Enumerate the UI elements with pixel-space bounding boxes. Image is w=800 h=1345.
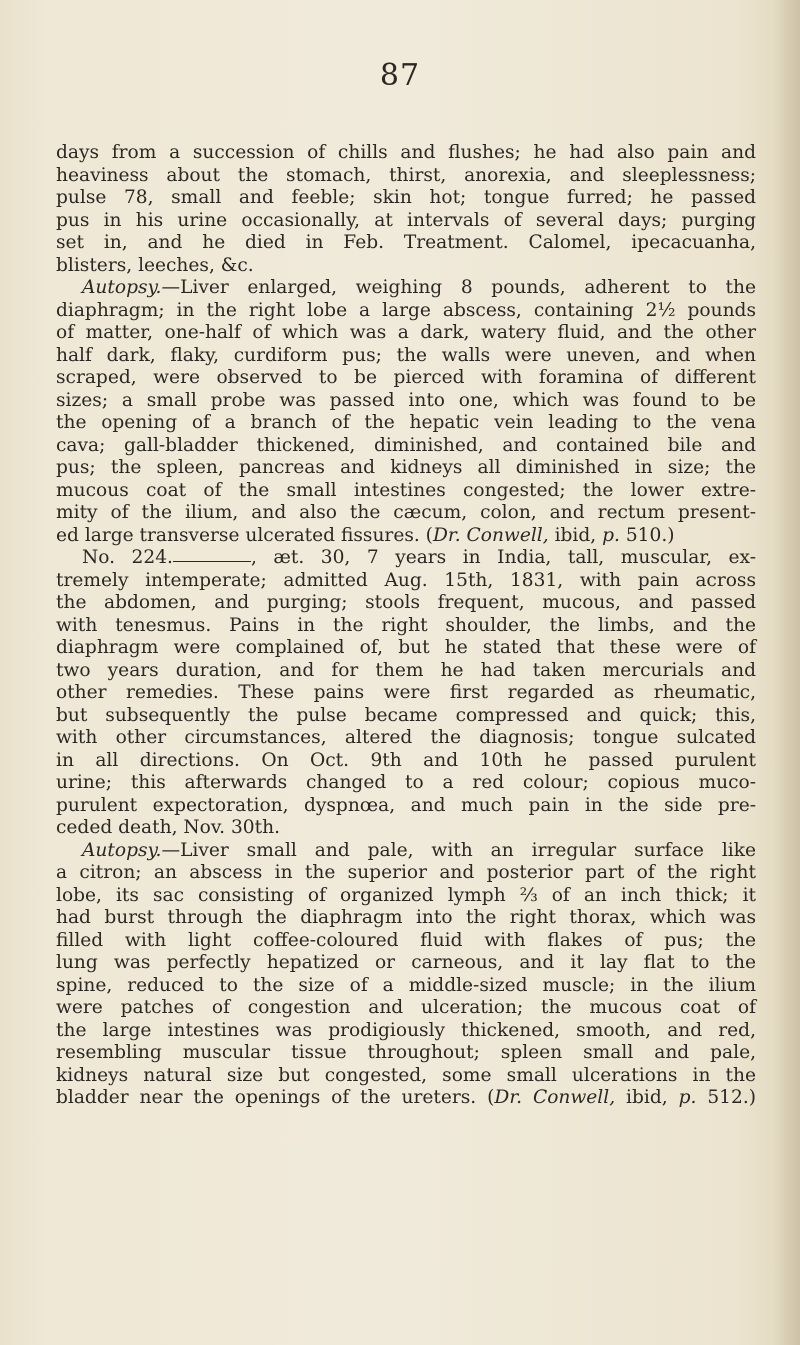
text-line: diaphragm; in the right lobe a large abscess, containing 2½ pounds [56,299,756,321]
autopsy-heading: Autopsy. [82,839,162,861]
text-line: spine, reduced to the size of a middle-sized muscle; in the ilium [56,974,756,996]
paragraph-case-224 [56,547,756,840]
paragraph-autopsy-1 [56,277,756,547]
text-line: pus; the spleen, pancreas and kidneys all diminished in size; the [56,457,756,478]
page-edge-shadow [772,0,800,1345]
text-line: half dark, flaky, curdiform pus; the walls were uneven, and when [56,344,756,366]
text-line: purulent expectoration, dyspnœa, and much pain in the side pre- [56,794,756,816]
text-line: lung was perfectly hepatized or carneous, and it lay flat to the [56,952,756,973]
text-line: tremely intemperate; admitted Aug. 15th, 1831, with pain across [56,569,756,591]
text-line: kidneys natural size but congested, some small ulcerations in the [56,1064,756,1086]
text-line: ed large transverse ulcerated fissures. (Dr. Conwell, ibid, p. 510.) [56,524,675,546]
text-line: had burst through the diaphragm into the right thorax, which was [56,907,756,928]
text-line: Autopsy.—Liver enlarged, weighing 8 pounds, adherent to the [82,277,756,298]
text-line: urine; this afterwards changed to a red colour; copious muco- [56,772,756,793]
text-line: diaphragm were complained of, but he stated that these were of [56,637,756,658]
text-line: resembling muscular tissue throughout; spleen small and pale, [56,1042,756,1063]
citation-author: Dr. Conwell, [432,524,549,546]
text-line: the opening of a branch of the hepatic vein leading to the vena [56,412,756,433]
text-line: filled with light coffee-coloured fluid with flakes of pus; the [56,929,756,951]
text-line: two years duration, and for them he had taken mercurials and [56,659,756,681]
citation-author: Dr. Conwell, [494,1087,616,1108]
text-line: bladder near the openings of the ureters. (Dr. Conwell, ibid, p. 512.) [56,1087,756,1108]
text-line: the abdomen, and purging; stools frequent, mucous, and passed [56,592,756,613]
text-line: mucous coat of the small intestines congested; the lower extre- [56,479,756,501]
text-line: sizes; a small probe was passed into one, which was found to be [56,389,756,411]
redacted-name-dash [173,555,251,562]
text-line: a citron; an abscess in the superior and posterior part of the right [56,862,756,883]
text-line: with tenesmus. Pains in the right shoulder, the limbs, and the [56,614,756,636]
text-line: lobe, its sac consisting of organized lymph ⅔ of an inch thick; it [56,884,756,906]
paragraph-case-narrative-1 [56,142,756,277]
text-line: ceded death, Nov. 30th. [56,817,280,838]
text-line: but subsequently the pulse became compressed and quick; this, [56,704,756,726]
text-line: of matter, one-half of which was a dark, watery fluid, and the other [56,322,756,343]
page-number: 87 [379,58,421,93]
text-line: in all directions. On Oct. 9th and 10th he passed purulent [56,749,756,771]
autopsy-heading: Autopsy. [82,277,162,298]
text-line: other remedies. These pains were first regarded as rheumatic, [56,682,756,703]
text-line: Autopsy.—Liver small and pale, with an irregular surface like [82,839,756,861]
case-number: No. 224. [82,547,173,568]
text-line: days from a succession of chills and flushes; he had also pain and [56,142,756,163]
text-line: blisters, leeches, &c. [56,254,254,276]
text-line: pus in his urine occasionally, at intervals of several days; purging [56,209,756,231]
text-line: pulse 78, small and feeble; skin hot; tongue furred; he passed [56,187,756,208]
text-line: the large intestines was prodigiously thickened, smooth, and red, [56,1019,756,1041]
page-text [56,142,756,1110]
text-line: were patches of congestion and ulceration; the mucous coat of [56,997,756,1018]
text-line: scraped, were observed to be pierced with foramina of different [56,367,756,388]
text-line: set in, and he died in Feb. Treatment. Calomel, ipecacuanha, [56,232,756,253]
text-line: cava; gall-bladder thickened, diminished, and contained bile and [56,434,756,456]
text-line: with other circumstances, altered the diagnosis; tongue sulcated [56,727,756,748]
text-line: No. 224. , æt. 30, 7 years in India, tall, muscular, ex- [82,547,757,568]
paragraph-autopsy-2 [56,840,756,1110]
text-line: mity of the ilium, and also the cæcum, colon, and rectum present- [56,502,756,523]
text-line: heaviness about the stomach, thirst, anorexia, and sleeplessness; [56,164,756,186]
